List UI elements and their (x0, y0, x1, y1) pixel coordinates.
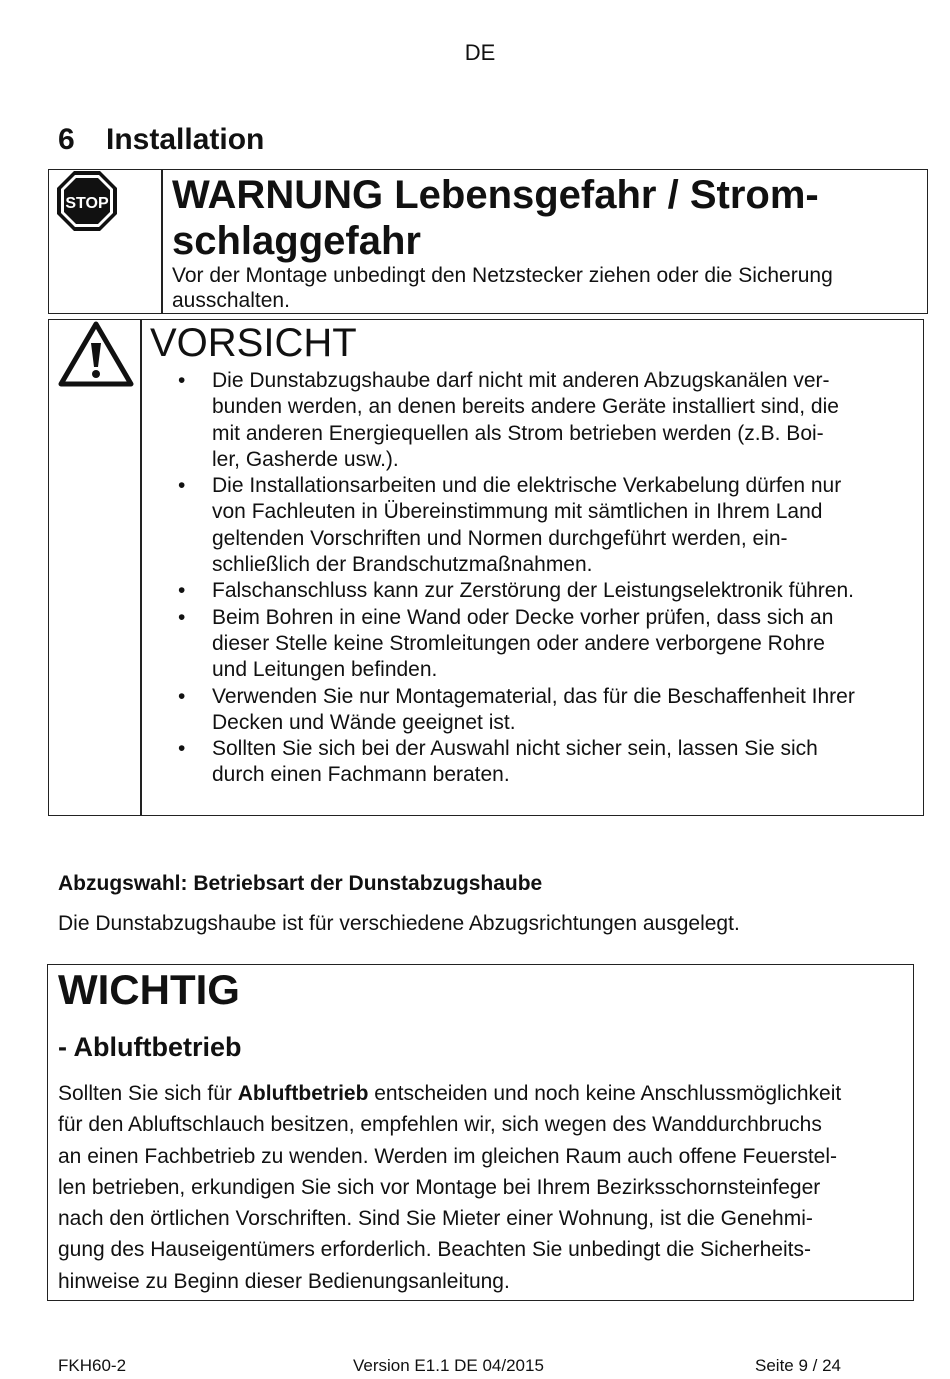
warning-title-line-2: schlaggefahr (172, 219, 421, 263)
important-text-line: an einen Fachbetrieb zu wenden. Werden im gleichen Raum auch offene Feuerstel- (58, 1144, 838, 1168)
important-text-line (58, 1078, 908, 1109)
caution-list-item (178, 578, 918, 604)
caution-list-item (178, 368, 918, 473)
stop-sign-label: STOP (65, 195, 109, 212)
caution-list-item (178, 605, 918, 684)
important-text-start: Sollten Sie sich für (58, 1082, 238, 1105)
important-text-line: für den Abluftschlauch besitzen, empfehlen wir, sich wegen des Wanddurchbruchs (58, 1113, 822, 1137)
warning-text: Vor der Montage unbedingt den Netzstecker ziehen oder die Sicherung ausschalten. (172, 264, 833, 312)
caution-item-line: • Beim Bohren in eine Wand oder Decke vorher prüfen, dass sich an (212, 605, 834, 629)
caution-item-line: Decken und Wände geeignet ist. (212, 710, 516, 734)
important-text-line: gung des Hauseigentümers erforderlich. Beachten Sie unbedingt die Sicherheits- (58, 1238, 811, 1262)
caution-item-line: • Die Dunstabzugshaube darf nicht mit anderen Abzugskanälen ver- (212, 369, 830, 392)
caution-item-line: von Fachleuten in Übereinstimmung mit sämtlichen in Ihrem Land (212, 500, 823, 524)
caution-item-line: bunden werden, an denen bereits andere Geräte installiert sind, die (212, 395, 839, 419)
exhaust-heading: Abzugswahl: Betriebsart der Dunstabzugshaube (58, 872, 543, 895)
important-text-bold: Abluftbetrieb (237, 1082, 369, 1105)
caution-list-item (178, 473, 918, 578)
important-text-line: len betrieben, erkundigen Sie sich vor Montage bei Ihrem Bezirksschornsteinfeger (58, 1175, 821, 1199)
warning-title (172, 172, 912, 264)
caution-item-line: • Falschanschluss kann zur Zerstörung der Leistungselektronik führen. (212, 579, 854, 603)
section-number: 6 (58, 123, 75, 156)
caution-item-line: schließlich der Brandschutzmaßnahmen. (212, 553, 593, 577)
footer-page: Seite 9 / 24 (755, 1356, 842, 1375)
caution-item-line: mit anderen Energiequellen als Strom betrieben werden (z.B. Boi- (212, 421, 824, 445)
caution-item-line: • Die Installationsarbeiten und die elektrische Verkabelung dürfen nur (212, 474, 842, 498)
important-title: WICHTIG (58, 966, 240, 1013)
caution-item-line: geltenden Vorschriften und Normen durchgeführt werden, ein- (212, 526, 788, 550)
exhaust-intro: Die Dunstabzugshaube ist für verschiedene Abzugsrichtungen ausgelegt. (58, 912, 740, 935)
important-text-first-rest: entscheiden und noch keine Anschlussmöglichkeit (368, 1082, 842, 1105)
footer-version: Version E1.1 DE 04/2015 (353, 1356, 544, 1375)
stop-sign-icon (56, 170, 118, 232)
caution-item-line: dieser Stelle keine Stromleitungen oder andere verborgene Rohre (212, 631, 825, 655)
warning-triangle-icon (58, 321, 134, 387)
warning-box-divider (161, 169, 163, 314)
caution-item-line: und Leitungen befinden. (212, 658, 438, 682)
caution-list (178, 368, 918, 789)
section-title-text: Installation (106, 123, 265, 156)
important-text-line: nach den örtlichen Vorschriften. Sind Sie Mieter einer Wohnung, ist die Genehmi- (58, 1207, 813, 1231)
caution-title: VORSICHT (150, 321, 357, 365)
caution-box-divider (140, 319, 142, 816)
important-text-line: hinweise zu Beginn dieser Bedienungsanleitung. (58, 1269, 510, 1293)
important-subtitle: - Abluftbetrieb (58, 1032, 242, 1062)
caution-item-line: • Verwenden Sie nur Montagematerial, das für die Beschaffenheit Ihrer (212, 684, 855, 708)
caution-list-item (178, 684, 918, 737)
page-language-label: DE (464, 40, 496, 65)
caution-list-item (178, 736, 918, 789)
section-title (58, 123, 264, 157)
caution-item-line: ler, Gasherde usw.). (212, 447, 399, 471)
warning-title-line-1: WARNUNG Lebensgefahr / Strom- (172, 173, 819, 217)
caution-item-line: • Sollten Sie sich bei der Auswahl nicht sicher sein, lassen Sie sich (212, 737, 818, 761)
important-text (58, 1078, 908, 1297)
caution-item-line: durch einen Fachmann beraten. (212, 763, 510, 787)
footer-model: FKH60-2 (58, 1356, 127, 1375)
